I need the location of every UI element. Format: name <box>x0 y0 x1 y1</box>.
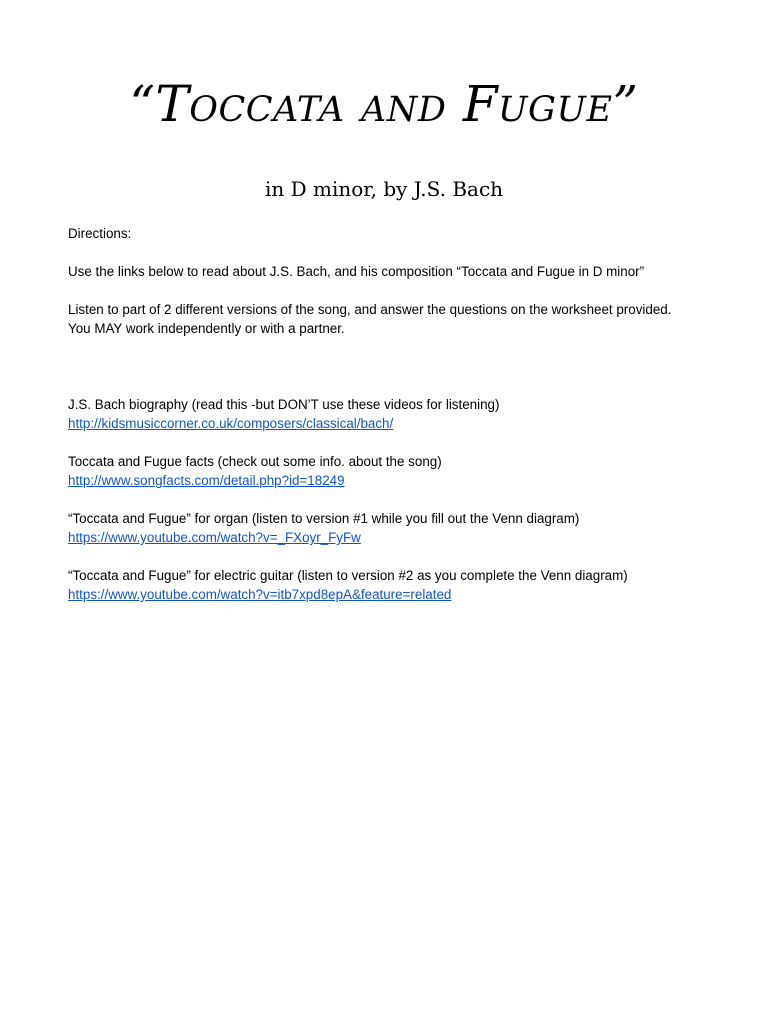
resource-song-facts <box>68 452 708 490</box>
resource-bach-biography <box>68 395 708 433</box>
resource-link-bach-biography[interactable]: http://kidsmusiccorner.co.uk/composers/classical/bach/ <box>68 416 394 431</box>
resource-description: J.S. Bach biography (read this -but DON’T use these videos for listening) <box>68 397 500 412</box>
page-title: “Toccata and Fugue” <box>129 75 639 133</box>
resource-description: “Toccata and Fugue” for electric guitar (listen to version #2 as you complete the Venn diagram) <box>68 568 628 583</box>
instructions-line-1: Listen to part of 2 different versions of the song, and answer the questions on the worksheet provided. <box>68 302 672 317</box>
document-body <box>68 224 708 604</box>
directions-heading: Directions: <box>68 226 132 241</box>
resource-link-guitar-version[interactable]: https://www.youtube.com/watch?v=itb7xpd8epA&feature=related <box>68 587 452 602</box>
resource-description: Toccata and Fugue facts (check out some info. about the song) <box>68 454 442 469</box>
page-subtitle: in D minor, by J.S. Bach <box>264 177 504 201</box>
resource-guitar-version <box>68 566 708 604</box>
resource-description: “Toccata and Fugue” for organ (listen to version #1 while you fill out the Venn diagram) <box>68 511 580 526</box>
intro-text: Use the links below to read about J.S. Bach, and his composition “Toccata and Fugue in D minor” <box>68 264 645 279</box>
resource-link-song-facts[interactable]: http://www.songfacts.com/detail.php?id=18249 <box>68 473 345 488</box>
resource-link-organ-version[interactable]: https://www.youtube.com/watch?v=_FXoyr_FyFw <box>68 530 361 545</box>
resource-organ-version <box>68 509 708 547</box>
instructions-line-2: You MAY work independently or with a partner. <box>68 321 345 336</box>
